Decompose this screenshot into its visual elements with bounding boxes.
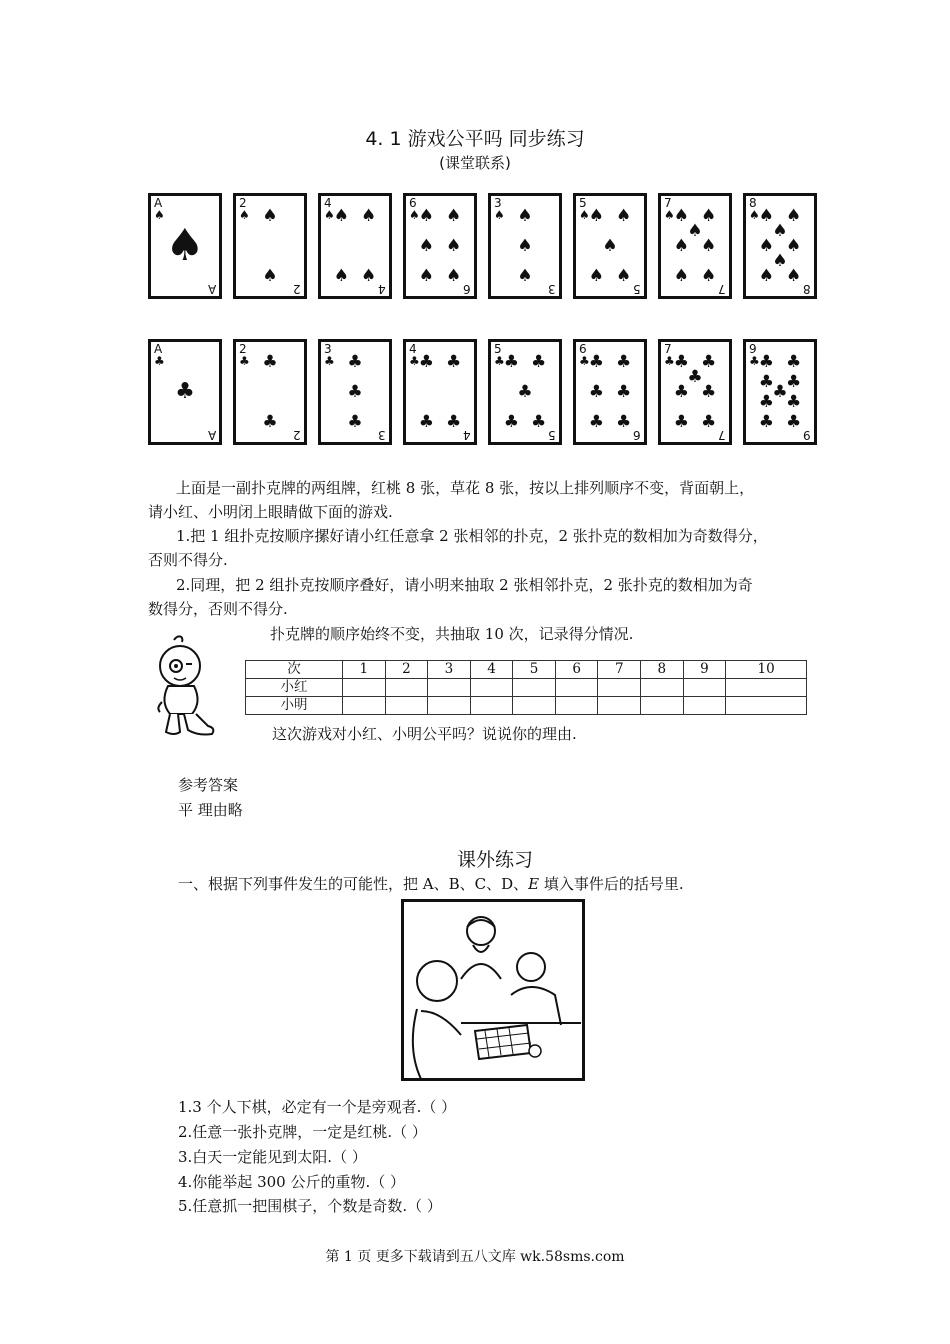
playing-card <box>148 193 222 299</box>
playing-card <box>658 339 732 445</box>
card-rank-bottom: 6 <box>633 428 641 442</box>
card-rank: 9 ♣ <box>749 342 760 368</box>
club-icon: ♣ <box>758 411 775 432</box>
instruction-text: 一、根据下列事件发生的可能性，把 A、B、C、D、 <box>178 875 529 893</box>
spade-icon: ♠ <box>517 265 533 286</box>
fairness-question: 这次游戏对小红、小明公平吗？说说你的理由. <box>272 725 577 743</box>
instruction-text-end: 填入事件后的括号里. <box>539 875 684 893</box>
playing-card <box>488 339 562 445</box>
col-header: 10 <box>726 661 807 679</box>
club-icon: ♣ <box>758 391 775 412</box>
instruction-letter-e: E <box>528 875 540 893</box>
rule-2b: 数得分，否则不得分. <box>148 600 288 618</box>
card-rank-bottom: 4 <box>463 428 471 442</box>
playing-card <box>318 339 392 445</box>
club-icon: ♣ <box>785 391 802 412</box>
score-table <box>245 660 807 715</box>
page-footer: 第 1 页 更多下载请到五八文库 wk.58sms.com <box>325 1249 625 1265</box>
card-rank-bottom: 5 <box>548 428 556 442</box>
card-rank-bottom: A <box>207 282 216 296</box>
score-cell[interactable] <box>726 679 807 697</box>
cartoon-child-illustration <box>152 632 222 744</box>
spade-icon: ♠ <box>262 265 278 286</box>
score-cell[interactable] <box>513 679 556 697</box>
playing-card <box>573 193 647 299</box>
spade-icon: ♠ <box>588 205 605 226</box>
club-icon: ♣ <box>758 371 775 392</box>
playing-card <box>488 193 562 299</box>
exercise-item-2: 2.任意一张扑克牌，一定是红桃.（ ） <box>178 1123 427 1141</box>
table-row <box>246 697 807 715</box>
score-cell[interactable] <box>343 679 386 697</box>
club-icon: ♣ <box>673 381 690 402</box>
spade-icon: ♠ <box>418 265 435 286</box>
spade-icon: ♠ <box>673 265 690 286</box>
intro-paragraph-1b: 请小红、小明闭上眼睛做下面的游戏. <box>148 503 393 521</box>
spade-icon: ♠ <box>615 265 632 286</box>
rule-1a: 1.把 1 组扑克按顺序摞好请小红任意拿 2 张相邻的扑克，2 张扑克的数相加为奇数得分， <box>176 527 768 545</box>
playing-card <box>233 193 307 299</box>
club-icon: ♣ <box>517 381 533 402</box>
spade-icon: ♠ <box>165 220 205 271</box>
playing-card <box>658 193 732 299</box>
card-rank-bottom: 3 <box>378 428 386 442</box>
spade-icon: ♠ <box>615 205 632 226</box>
club-icon: ♣ <box>418 411 435 432</box>
club-icon: ♣ <box>687 366 703 387</box>
spade-card-row <box>148 193 816 301</box>
score-cell[interactable] <box>428 679 471 697</box>
rule-2a: 2.同理，把 2 组扑克按顺序叠好，请小明来抽取 2 张相邻扑克，2 张扑克的数相加为奇 <box>176 576 753 594</box>
playing-card <box>148 339 222 445</box>
exercise-item-1: 1.3 个人下棋，必定有一个是旁观者.（ ） <box>178 1098 457 1116</box>
playing-card <box>743 193 817 299</box>
club-icon: ♣ <box>175 379 195 404</box>
club-icon: ♣ <box>503 411 520 432</box>
answer-text: 平 理由略 <box>178 801 243 819</box>
spade-icon: ♠ <box>360 265 377 286</box>
card-rank: 4 ♣ <box>409 342 420 368</box>
answer-label: 参考答案 <box>178 776 239 794</box>
card-rank-bottom: 4 <box>378 282 386 296</box>
score-cell[interactable] <box>683 697 726 715</box>
club-icon: ♣ <box>785 411 802 432</box>
score-cell[interactable] <box>641 679 684 697</box>
spade-icon: ♠ <box>758 265 775 286</box>
club-icon: ♣ <box>262 351 278 372</box>
club-icon: ♣ <box>758 351 775 372</box>
exercise-item-4: 4.你能举起 300 公斤的重物.（ ） <box>178 1173 406 1191</box>
club-icon: ♣ <box>673 351 690 372</box>
club-icon: ♣ <box>615 351 632 372</box>
spade-icon: ♠ <box>360 205 377 226</box>
spade-icon: ♠ <box>262 205 278 226</box>
club-icon: ♣ <box>445 351 462 372</box>
card-rank: A ♠ <box>154 196 165 222</box>
club-icon: ♣ <box>700 351 717 372</box>
card-rank: 7 ♣ <box>664 342 675 368</box>
club-icon: ♣ <box>588 381 605 402</box>
score-cell[interactable] <box>428 697 471 715</box>
spade-icon: ♠ <box>700 235 717 256</box>
section-heading: 课外练习 <box>456 849 533 871</box>
club-icon: ♣ <box>445 411 462 432</box>
club-icon: ♣ <box>347 411 363 432</box>
club-icon: ♣ <box>772 381 788 402</box>
club-icon: ♣ <box>347 381 363 402</box>
card-rank: 3 ♣ <box>324 342 335 368</box>
spade-icon: ♠ <box>785 205 802 226</box>
score-cell[interactable] <box>470 679 513 697</box>
card-rank: 6 ♠ <box>409 196 420 222</box>
page-subtitle: (课堂联系) <box>439 154 511 172</box>
col-header: 3 <box>428 661 471 679</box>
spade-icon: ♠ <box>333 265 350 286</box>
club-icon: ♣ <box>347 351 363 372</box>
club-icon: ♣ <box>700 411 717 432</box>
spade-icon: ♠ <box>517 235 533 256</box>
club-icon: ♣ <box>785 371 802 392</box>
card-rank: A ♣ <box>154 342 165 368</box>
spade-icon: ♠ <box>758 235 775 256</box>
club-icon: ♣ <box>530 351 547 372</box>
card-rank: 3 ♠ <box>494 196 505 222</box>
score-cell[interactable] <box>513 697 556 715</box>
card-rank-bottom: 9 <box>803 428 811 442</box>
club-icon: ♣ <box>673 411 690 432</box>
card-rank: 2 ♠ <box>239 196 250 222</box>
spade-icon: ♠ <box>418 235 435 256</box>
exercise-item-3: 3.白天一定能见到太阳.（ ） <box>178 1148 367 1166</box>
spade-icon: ♠ <box>588 265 605 286</box>
rule-1b: 否则不得分. <box>148 551 228 569</box>
spade-icon: ♠ <box>445 235 462 256</box>
club-icon: ♣ <box>262 411 278 432</box>
row-label: 小明 <box>246 697 343 715</box>
intro-paragraph-1a: 上面是一副扑克牌的两组牌，红桃 8 张，草花 8 张，按以上排列顺序不变，背面朝上， <box>176 479 755 497</box>
card-rank: 2 ♣ <box>239 342 250 368</box>
table-row <box>246 679 807 697</box>
spade-icon: ♠ <box>673 205 690 226</box>
spade-icon: ♠ <box>687 220 703 241</box>
card-rank-bottom: 6 <box>463 282 471 296</box>
spade-icon: ♠ <box>445 205 462 226</box>
score-cell[interactable] <box>598 697 641 715</box>
draw-note: 扑克牌的顺序始终不变，共抽取 10 次，记录得分情况. <box>270 625 634 643</box>
exercise-item-5: 5.任意抓一把围棋子，个数是奇数.（ ） <box>178 1197 442 1215</box>
score-cell[interactable] <box>683 679 726 697</box>
chess-players-illustration <box>401 899 585 1081</box>
spade-icon: ♠ <box>785 265 802 286</box>
score-cell[interactable] <box>598 679 641 697</box>
card-rank: 4 ♠ <box>324 196 335 222</box>
row-label: 小红 <box>246 679 343 697</box>
spade-icon: ♠ <box>602 235 618 256</box>
col-header: 6 <box>555 661 598 679</box>
col-header: 5 <box>513 661 556 679</box>
spade-icon: ♠ <box>772 220 788 241</box>
header-label-cell: 次 <box>246 661 343 679</box>
playing-card <box>403 339 477 445</box>
club-icon: ♣ <box>615 381 632 402</box>
col-header: 8 <box>641 661 684 679</box>
playing-card <box>743 339 817 445</box>
col-header: 1 <box>343 661 386 679</box>
score-cell[interactable] <box>555 697 598 715</box>
card-rank-bottom: 7 <box>718 282 726 296</box>
card-rank-bottom: 2 <box>293 282 301 296</box>
playing-card <box>318 193 392 299</box>
playing-card <box>403 193 477 299</box>
card-rank-bottom: 2 <box>293 428 301 442</box>
club-icon: ♣ <box>503 351 520 372</box>
score-cell[interactable] <box>555 679 598 697</box>
spade-icon: ♠ <box>673 235 690 256</box>
card-rank-bottom: 3 <box>548 282 556 296</box>
col-header: 7 <box>598 661 641 679</box>
score-cell[interactable] <box>385 679 428 697</box>
spade-icon: ♠ <box>517 205 533 226</box>
spade-icon: ♠ <box>785 235 802 256</box>
card-rank: 7 ♠ <box>664 196 675 222</box>
card-rank-bottom: 7 <box>718 428 726 442</box>
spade-icon: ♠ <box>700 265 717 286</box>
spade-icon: ♠ <box>758 205 775 226</box>
card-rank: 5 ♠ <box>579 196 590 222</box>
score-cell[interactable] <box>385 697 428 715</box>
club-icon: ♣ <box>418 351 435 372</box>
club-card-row <box>148 339 816 447</box>
exercise-instruction <box>178 872 684 896</box>
score-cell[interactable] <box>726 697 807 715</box>
card-rank: 8 ♠ <box>749 196 760 222</box>
spade-icon: ♠ <box>333 205 350 226</box>
col-header: 2 <box>385 661 428 679</box>
club-icon: ♣ <box>700 381 717 402</box>
playing-card <box>233 339 307 445</box>
card-rank: 5 ♣ <box>494 342 505 368</box>
card-rank-bottom: A <box>207 428 216 442</box>
spade-icon: ♠ <box>772 250 788 271</box>
col-header: 9 <box>683 661 726 679</box>
spade-icon: ♠ <box>418 205 435 226</box>
card-rank-bottom: 8 <box>803 282 811 296</box>
card-rank: 6 ♣ <box>579 342 590 368</box>
club-icon: ♣ <box>785 351 802 372</box>
playing-card <box>573 339 647 445</box>
club-icon: ♣ <box>588 351 605 372</box>
score-cell[interactable] <box>343 697 386 715</box>
score-cell[interactable] <box>470 697 513 715</box>
spade-icon: ♠ <box>700 205 717 226</box>
club-icon: ♣ <box>530 411 547 432</box>
spade-icon: ♠ <box>445 265 462 286</box>
col-header: 4 <box>470 661 513 679</box>
club-icon: ♣ <box>615 411 632 432</box>
page-title: 4. 1 游戏公平吗 同步练习 <box>365 128 585 150</box>
score-cell[interactable] <box>641 697 684 715</box>
club-icon: ♣ <box>588 411 605 432</box>
card-rank-bottom: 5 <box>633 282 641 296</box>
